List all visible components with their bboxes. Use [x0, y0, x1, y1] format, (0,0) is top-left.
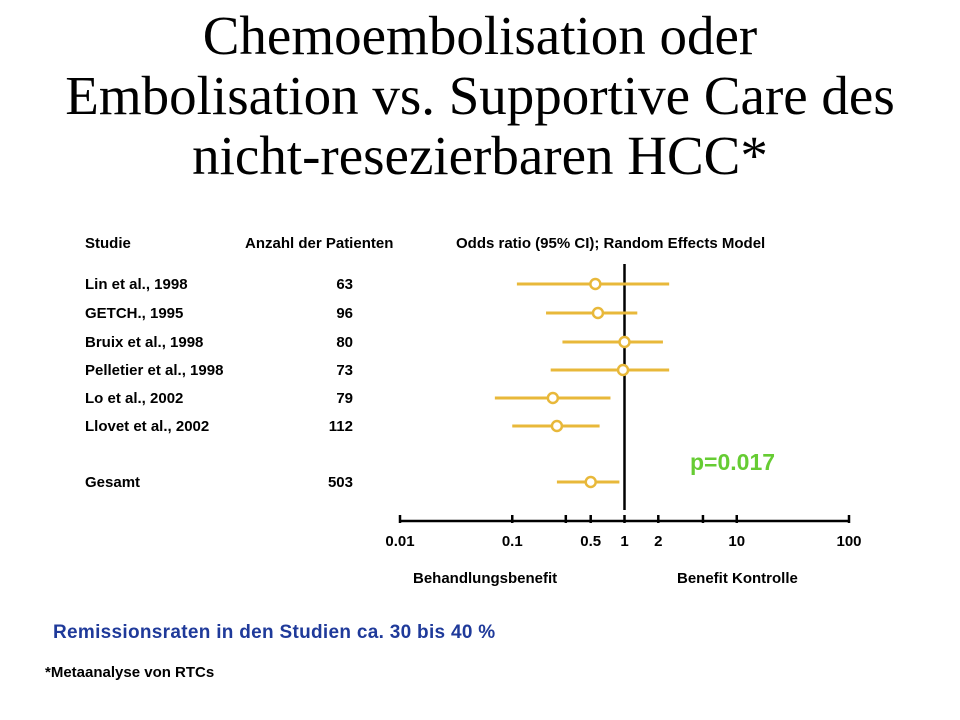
study-row [85, 418, 600, 435]
tick-label: 2 [654, 533, 663, 550]
tick-label: 100 [836, 533, 862, 550]
patient-count: 63 [336, 276, 353, 293]
study-rows [85, 264, 669, 510]
header-model: Odds ratio (95% CI); Random Effects Model [456, 235, 766, 252]
column-headers [85, 235, 765, 252]
patient-count: 112 [328, 418, 353, 435]
title-line-1: Chemoembolisation oder [202, 5, 758, 66]
p-value-label: p=0.017 [690, 449, 776, 475]
study-name: Bruix et al., 1998 [85, 334, 204, 351]
odds-ratio-marker [593, 308, 603, 318]
odds-ratio-marker [618, 365, 628, 375]
patient-count: 80 [336, 334, 353, 351]
study-name: Llovet et al., 2002 [85, 418, 210, 435]
study-row [85, 362, 669, 379]
odds-ratio-marker [548, 393, 558, 403]
axis-label-left: Behandlungsbenefit [413, 570, 558, 587]
title-line-3: nicht-resezierbaren HCC* [192, 125, 768, 186]
study-row [85, 390, 610, 407]
tick-label: 0.5 [580, 533, 602, 550]
study-name: GETCH., 1995 [85, 305, 184, 322]
tick-label: 0.01 [385, 533, 415, 550]
patient-count: 96 [336, 305, 353, 322]
tick-label: 1 [620, 533, 629, 550]
total-row [85, 474, 619, 491]
study-row [85, 334, 663, 351]
title-line-2: Embolisation vs. Supportive Care des [65, 65, 895, 126]
tick-label: 10 [728, 533, 746, 550]
study-row [85, 305, 637, 322]
odds-ratio-marker [620, 337, 630, 347]
odds-ratio-marker [590, 279, 600, 289]
axis-label-right: Benefit Kontrolle [677, 570, 798, 587]
odds-ratio-marker [586, 477, 596, 487]
study-name: Gesamt [85, 474, 141, 491]
patient-count: 73 [336, 362, 353, 379]
tick-label: 0.1 [501, 533, 523, 550]
study-name: Lo et al., 2002 [85, 390, 184, 407]
header-study: Studie [85, 235, 131, 252]
footnote: *Metaanalyse von RTCs [45, 664, 215, 681]
odds-ratio-marker [552, 421, 562, 431]
patient-count: 503 [327, 474, 353, 491]
header-patients: Anzahl der Patienten [245, 235, 394, 252]
x-axis [385, 515, 861, 550]
remission-note: Remissionsraten in den Studien ca. 30 bis 40 % [53, 622, 496, 643]
study-name: Pelletier et al., 1998 [85, 362, 224, 379]
study-row [85, 276, 669, 293]
patient-count: 79 [336, 390, 353, 407]
study-name: Lin et al., 1998 [85, 276, 188, 293]
